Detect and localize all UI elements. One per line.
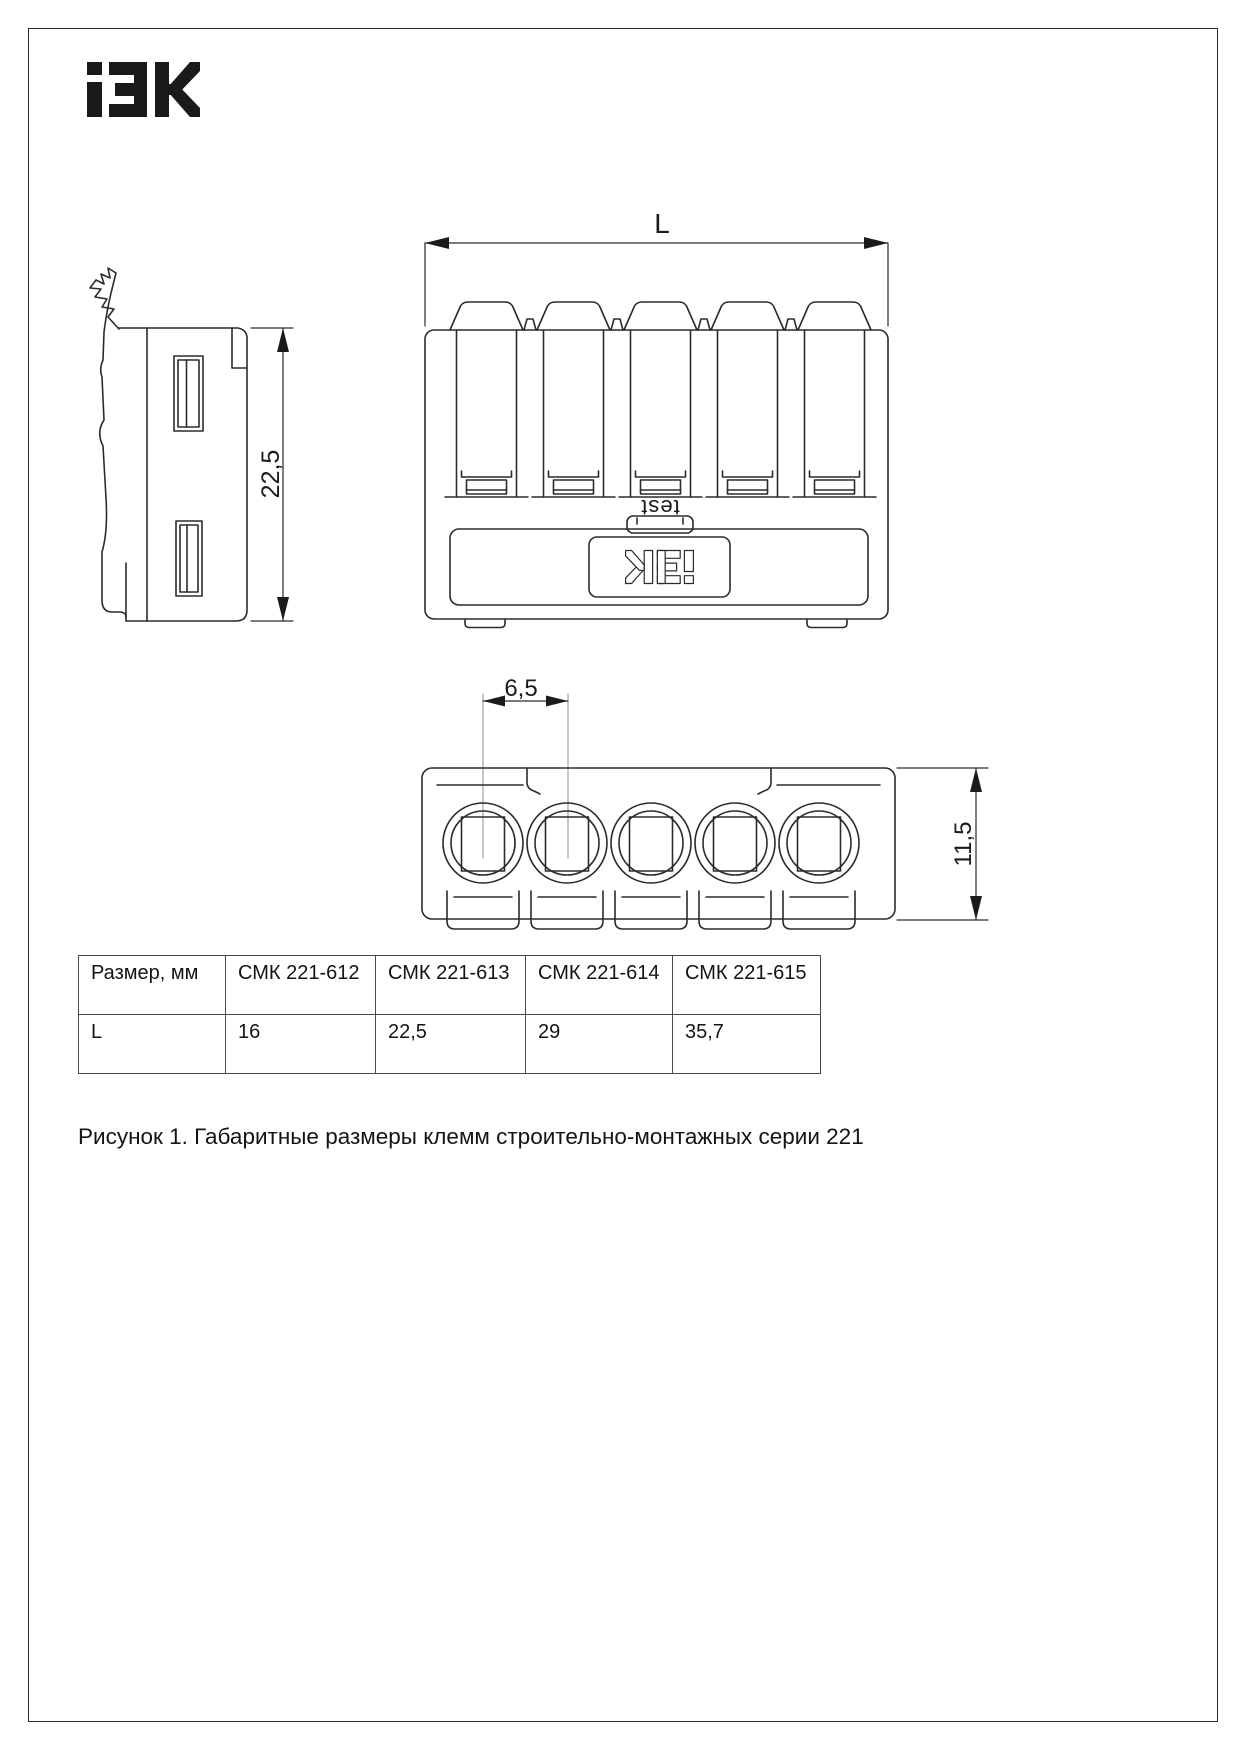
bottom-body-outline (422, 768, 895, 919)
test-label: test (640, 495, 680, 520)
table-header-cell: СМК 221-614 (526, 956, 673, 1015)
side-window-upper (174, 356, 203, 431)
dimension-side-height-label: 22,5 (257, 449, 285, 499)
table-cell: 22,5 (376, 1015, 526, 1074)
dimension-body-depth-label: 11,5 (950, 821, 977, 867)
iek-badge (589, 537, 730, 597)
side-view-drawing (90, 268, 293, 621)
table-header-cell: СМК 221-613 (376, 956, 526, 1015)
table-cell: L (79, 1015, 226, 1074)
size-table (78, 955, 821, 1074)
dimension-hole-pitch-label: 6,5 (504, 675, 538, 702)
table-row (79, 1015, 821, 1074)
side-window-lower (176, 521, 202, 596)
side-top-notch (232, 328, 247, 368)
table-header-cell: СМК 221-612 (226, 956, 376, 1015)
front-foot-left (465, 619, 505, 628)
figure-caption: Рисунок 1. Габаритные размеры клемм строительно-монтажных серии 221 (78, 1124, 864, 1149)
table-header-cell: СМК 221-615 (673, 956, 821, 1015)
front-foot-right (807, 619, 847, 628)
table-header-cell: Размер, мм (79, 956, 226, 1015)
iek-logo (87, 62, 200, 117)
table-cell: 35,7 (673, 1015, 821, 1074)
wire-squiggle (90, 268, 119, 332)
front-view-drawing (425, 208, 888, 628)
dimension-length (425, 237, 888, 326)
front-body-outline (425, 330, 888, 619)
dimension-length-label: L (654, 208, 670, 239)
bottom-view-drawing (422, 675, 988, 929)
iek-badge-logo-icon (626, 551, 694, 584)
table-cell: 29 (526, 1015, 673, 1074)
table-header-row (79, 956, 821, 1015)
table-cell: 16 (226, 1015, 376, 1074)
